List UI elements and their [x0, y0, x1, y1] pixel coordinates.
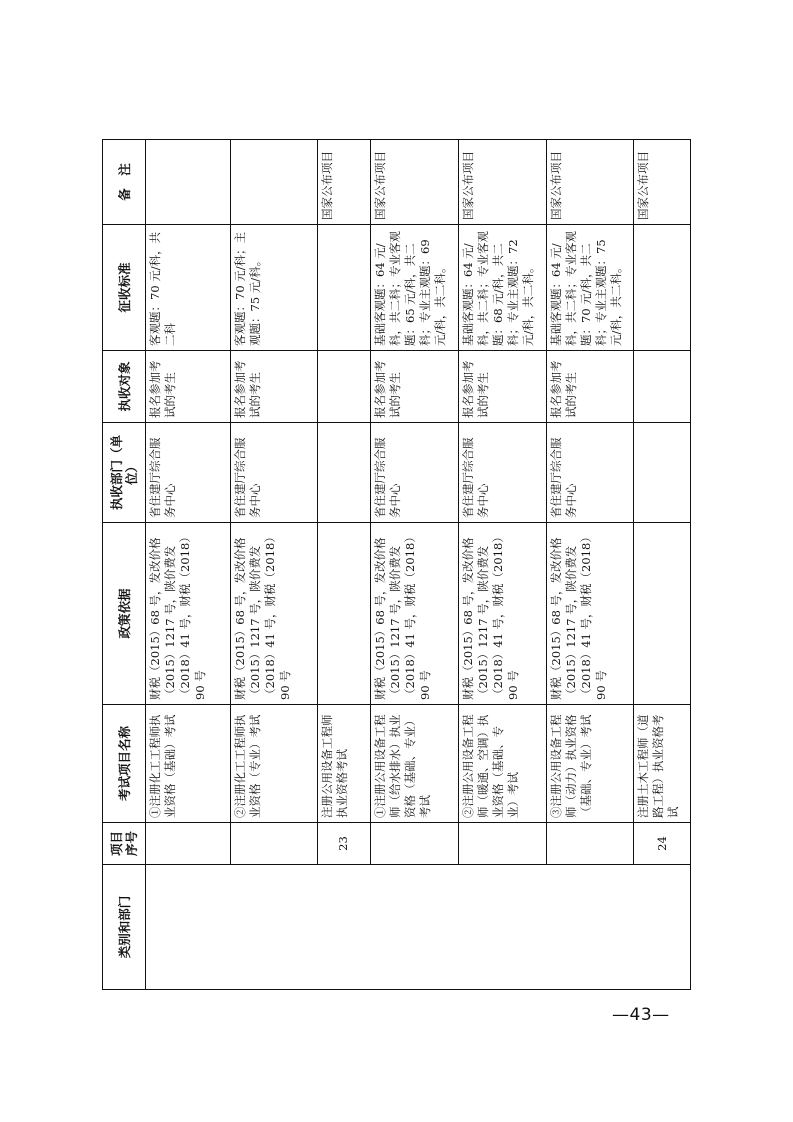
policy-cell: [317, 523, 371, 705]
remark-cell: 国家公布项目: [458, 140, 546, 225]
page-number: —43—: [612, 1005, 670, 1025]
standard-cell: 客观题：70 元/科，共二科: [146, 225, 231, 351]
standard-cell: 基础客观题：64 元/科，共二科；专业客观题：68 元/科，共二科；专业主观题：72 元/科，共二科。: [458, 225, 546, 351]
fee-table: [102, 139, 691, 990]
dept-cell: 省住建厅综合服务中心: [546, 423, 634, 523]
rotated-table-area: [102, 140, 691, 990]
dept-cell: 省住建厅综合服务中心: [458, 423, 546, 523]
standard-cell: 客观题：70 元/科；主观题：75 元/科。: [230, 225, 317, 351]
target-cell: 报名参加考试的考生: [458, 351, 546, 423]
name-cell: ①注册公用设备工程师（给水排水）执业资格（基础、专业）考试: [371, 705, 459, 823]
target-cell: 报名参加考试的考生: [146, 351, 231, 423]
remark-cell: 国家公布项目: [371, 140, 459, 225]
standard-cell: 基础客观题：64 元/科，共二科；专业客观题：65 元/科，共二科；专业主观题：69 元/科，共二科。: [371, 225, 459, 351]
table-header-row: [103, 140, 146, 990]
dept-cell: 省住建厅综合服务中心: [146, 423, 231, 523]
table-row: [371, 140, 459, 990]
target-cell: [317, 351, 371, 423]
dept-cell: [634, 423, 691, 523]
dept-cell: 省住建厅综合服务中心: [371, 423, 459, 523]
header-standard: 征收标准: [103, 225, 146, 351]
seq-cell: 23: [317, 823, 371, 865]
name-cell: ②注册公用设备工程师（暖通、空调）执业资格（基础、专业）考试: [458, 705, 546, 823]
target-cell: [634, 351, 691, 423]
dept-cell: [317, 423, 371, 523]
header-policy: 政策依据: [103, 523, 146, 705]
table-row: [458, 140, 546, 990]
remark-cell: [230, 140, 317, 225]
target-cell: 报名参加考试的考生: [546, 351, 634, 423]
seq-cell: [546, 823, 634, 865]
table-row: [146, 140, 231, 990]
remark-cell: 国家公布项目: [546, 140, 634, 225]
name-cell: ②注册化工工程师执业资格（专业）考试: [230, 705, 317, 823]
remark-cell: [146, 140, 231, 225]
header-seq: 项目序号: [103, 823, 146, 865]
policy-cell: 财税（2015）68 号，发改价格（2015）1217 号，陕价费发（2018）41 号，财税（2018）90 号: [371, 523, 459, 705]
target-cell: 报名参加考试的考生: [371, 351, 459, 423]
name-cell: ①注册化工工程师执业资格（基础）考试: [146, 705, 231, 823]
dept-cell: 省住建厅综合服务中心: [230, 423, 317, 523]
seq-cell: [146, 823, 231, 865]
seq-cell: 24: [634, 823, 691, 865]
policy-cell: 财税（2015）68 号，发改价格（2015）1217 号，陕价费发（2018）41 号，财税（2018）90 号: [458, 523, 546, 705]
target-cell: 报名参加考试的考生: [230, 351, 317, 423]
header-target: 执收对象: [103, 351, 146, 423]
table-row: [230, 140, 317, 990]
standard-cell: [317, 225, 371, 351]
name-cell: 注册公用设备工程师执业资格考试: [317, 705, 371, 823]
remark-cell: 国家公布项目: [317, 140, 371, 225]
table-row: [317, 140, 371, 990]
header-name: 考试项目名称: [103, 705, 146, 823]
policy-cell: [634, 523, 691, 705]
header-dept: 执收部门（单位）: [103, 423, 146, 523]
name-cell: 注册土木工程师（道路工程）执业资格考试: [634, 705, 691, 823]
table-row: [634, 140, 691, 990]
policy-cell: 财税（2015）68 号，发改价格（2015）1217 号，陕价费发（2018）41 号，财税（2018）90 号: [230, 523, 317, 705]
seq-cell: [371, 823, 459, 865]
remark-cell: 国家公布项目: [634, 140, 691, 225]
standard-cell: [634, 225, 691, 351]
header-remark: 备 注: [103, 140, 146, 225]
header-category: 类别和部门: [103, 865, 146, 990]
table-row: [546, 140, 634, 990]
seq-cell: [458, 823, 546, 865]
seq-cell: [230, 823, 317, 865]
standard-cell: 基础客观题：64 元/科，共二科；专业客观题：70 元/科，共二科；专业主观题：75 元/科，共二科。: [546, 225, 634, 351]
name-cell: ③注册公用设备工程师（动力）执业资格（基础、专业）考试: [546, 705, 634, 823]
policy-cell: 财税（2015）68 号，发改价格（2015）1217 号，陕价费发（2018）41 号，财税（2018）90 号: [546, 523, 634, 705]
policy-cell: 财税（2015）68 号，发改价格（2015）1217 号，陕价费发（2018）41 号，财税（2018）90 号: [146, 523, 231, 705]
category-cell: [146, 865, 691, 990]
